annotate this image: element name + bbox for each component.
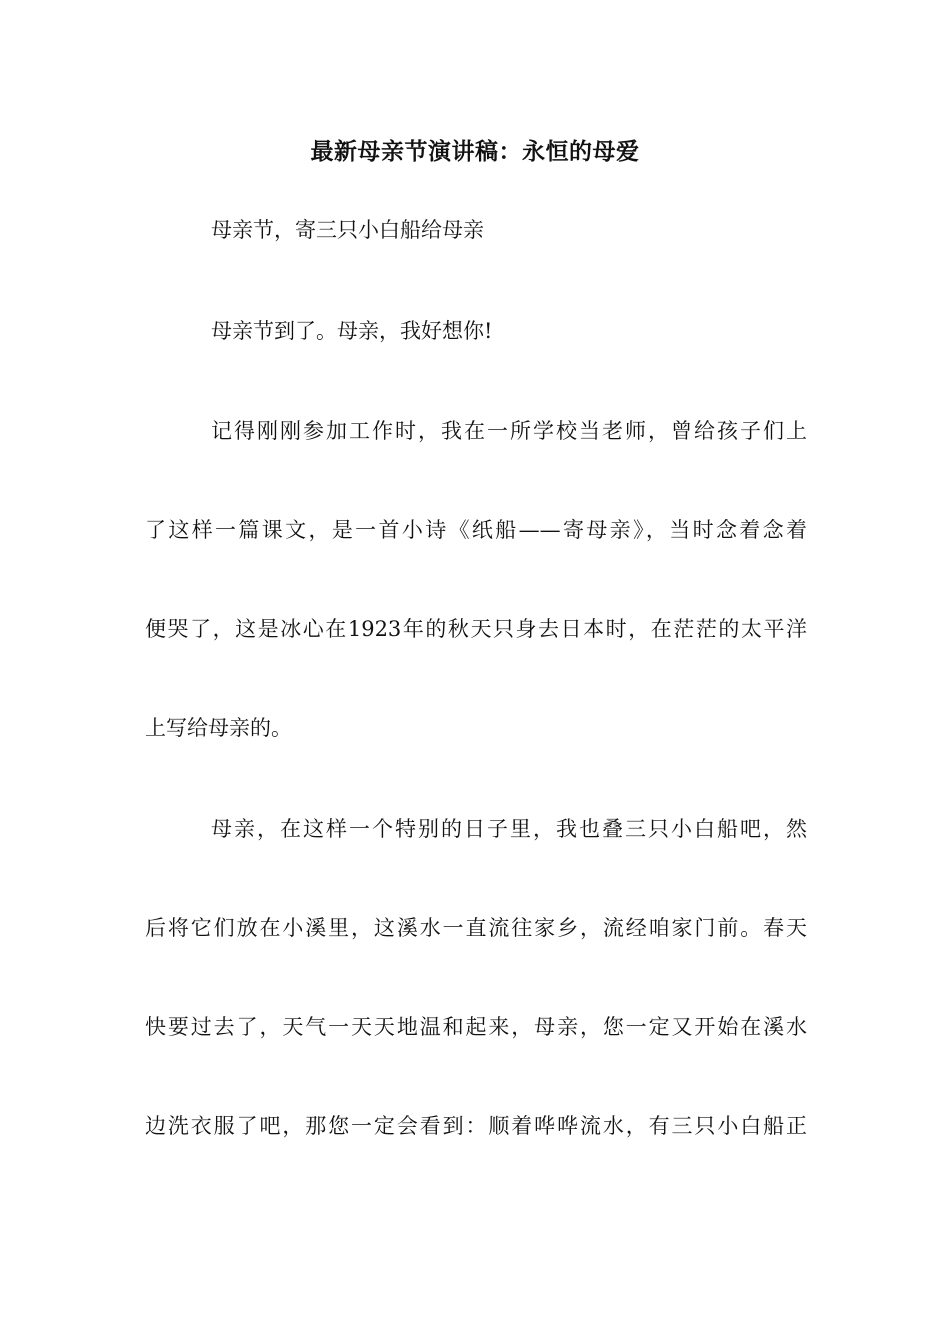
paragraph-1-line-3: 便哭了，这是冰心在1923年的秋天只身去日本时，在茫茫的太平洋	[145, 617, 807, 641]
document-title: 最新母亲节演讲稿：永恒的母爱	[310, 139, 640, 165]
paragraph-1-cont	[145, 710, 807, 746]
intro-line: 母亲节到了。母亲，我好想你!	[211, 319, 493, 343]
paragraph-2-cont	[145, 1009, 807, 1045]
paragraph-2-line-2: 后将它们放在小溪里，这溪水一直流往家乡，流经咱家门前。春天	[145, 916, 807, 940]
paragraph-2-cont	[145, 1108, 807, 1144]
paragraph-1-cont	[145, 512, 807, 548]
paragraph-2-line-4: 边洗衣服了吧，那您一定会看到：顺着哗哗流水，有三只小白船正	[145, 1114, 807, 1138]
paragraph-2-line-3: 快要过去了，天气一天天地温和起来，母亲，您一定又开始在溪水	[145, 1015, 807, 1039]
paragraph-2-cont	[145, 910, 807, 946]
paragraph-1-line-1: 记得刚刚参加工作时，我在一所学校当老师，曾给孩子们上	[211, 419, 807, 443]
paragraph-2	[145, 811, 807, 847]
paragraph-1-line-2: 了这样一篇课文，是一首小诗《纸船——寄母亲》，当时念着念着	[145, 518, 807, 542]
paragraph-1-line-4: 上写给母亲的。	[145, 716, 292, 740]
paragraph-1	[145, 413, 807, 449]
paragraph-1-cont	[145, 611, 807, 647]
heading-line: 母亲节，寄三只小白船给母亲	[211, 218, 484, 242]
paragraph-2-line-1: 母亲，在这样一个特别的日子里，我也叠三只小白船吧，然	[211, 817, 807, 841]
